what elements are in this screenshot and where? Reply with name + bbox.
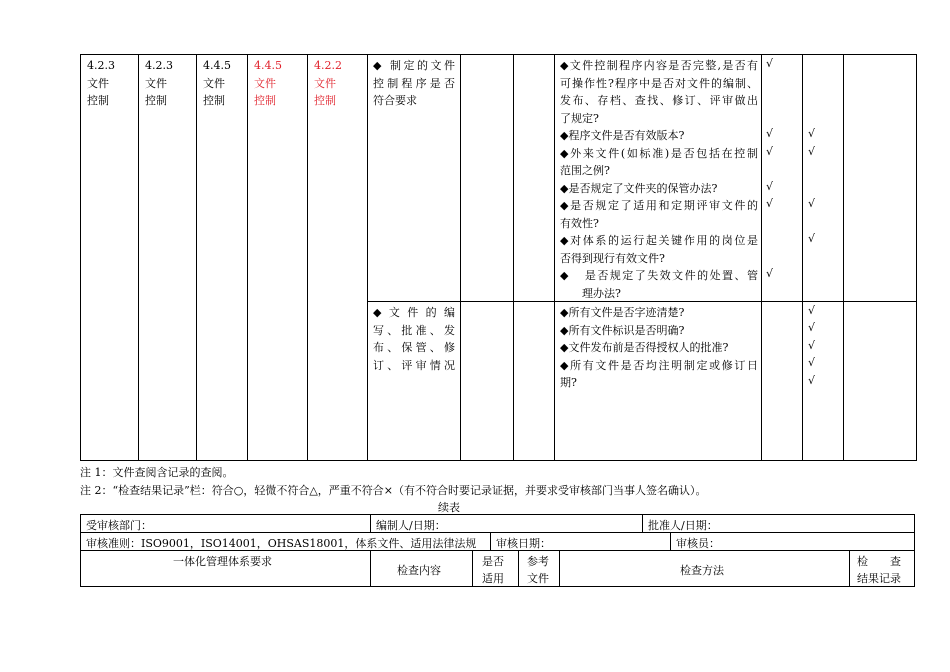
check-mark: √ (808, 127, 816, 140)
clause-name-line: 控制 (254, 94, 276, 107)
auditor-label: 审核员： (676, 537, 720, 550)
clause-iso14001 (145, 57, 195, 110)
audited-department-label: 受审核部门： (86, 519, 152, 532)
check-mark: √ (808, 304, 816, 317)
approver-date-label: 批准人/日期： (648, 519, 718, 532)
method-line: 否得到现行有效文件? (560, 251, 665, 265)
clause-name-line: 文件 (203, 76, 225, 90)
compiler-date-label: 编制人/日期： (376, 519, 446, 532)
clause-red-1 (254, 57, 304, 110)
check-mark: √ (766, 145, 774, 158)
continued-title: 续表 (438, 501, 460, 514)
method-line: ◆所有文件标识是否明确? (560, 323, 685, 337)
clause-name-line: 控制 (203, 94, 225, 107)
method-line: 发布、存档、查找、修订、评审做出 (560, 94, 758, 107)
method-line: 了规定? (560, 111, 599, 125)
audit-criteria-label: 审核准则：ISO9001，ISO14001，OHSAS18001，体系文件、适用法律法规 (86, 537, 477, 550)
clause-number: 4.4.5 (254, 59, 282, 72)
col-header-content: 检查内容 (397, 564, 441, 577)
col-header-result: 结果记录 (857, 572, 901, 585)
method-line: 可操作性?程序中是否对文件的编制、 (560, 76, 758, 90)
method-line: 有效性? (560, 216, 599, 230)
method-line: ◆程序文件是否有效版本? (560, 129, 685, 142)
check-mark: √ (808, 321, 816, 334)
clause-name-line: 控制 (145, 94, 167, 107)
check-method-1 (560, 57, 758, 302)
clause-name-line: 控制 (314, 94, 336, 107)
clause-ohsas18001 (203, 57, 253, 110)
content-line: 写、批准、发 (373, 323, 455, 337)
clause-name-line: 文件 (145, 76, 167, 90)
method-line: ◆ 是否规定了失效文件的处置、管 (560, 269, 758, 282)
check-content-2 (373, 304, 455, 374)
col-header-requirements: 一体化管理体系要求 (173, 555, 272, 568)
check-mark: √ (766, 267, 774, 280)
check-mark: √ (808, 197, 816, 210)
check-method-2 (560, 304, 758, 392)
method-line: 范围之例? (560, 164, 610, 177)
method-line: 理办法? (582, 286, 621, 300)
audit-date-label: 审核日期： (496, 537, 551, 550)
clause-red-2 (314, 57, 364, 110)
clause-number: 4.2.3 (145, 59, 173, 72)
check-mark: √ (766, 197, 774, 210)
method-line: ◆所有文件是否均注明制定或修订日 (560, 358, 758, 372)
method-line: ◆是否规定了适用和定期评审文件的 (560, 199, 758, 212)
clause-name-line: 文件 (87, 76, 109, 90)
clause-name-line: 文件 (314, 76, 336, 90)
method-line: 期? (560, 376, 577, 389)
check-mark: √ (808, 339, 816, 352)
clause-name-line: 控制 (87, 94, 109, 107)
content-line: 布、保管、修 (373, 341, 455, 354)
content-line: ◆ 文 件 的 编 (373, 306, 455, 319)
method-line: ◆所有文件是否字迹清楚? (560, 306, 685, 319)
check-mark: √ (808, 374, 816, 387)
method-line: ◆文件控制程序内容是否完整,是否有 (560, 59, 758, 72)
content-line: 控制程序是否 (373, 76, 455, 90)
col-header-reference: 参考 (527, 555, 549, 568)
col-header-result: 检 查 (857, 555, 901, 568)
check-mark: √ (808, 356, 816, 369)
clause-name-line: 文件 (254, 76, 276, 90)
clause-number: 4.2.2 (314, 59, 342, 72)
col-header-applicable: 是否 (482, 555, 504, 568)
content-line: 符合要求 (373, 94, 417, 107)
col-header-method: 检查方法 (680, 564, 724, 577)
content-line: ◆ 制定的文件 (373, 59, 455, 72)
method-line: ◆文件发布前是否得授权人的批准? (560, 341, 729, 354)
check-mark: √ (808, 232, 816, 245)
method-line: ◆是否规定了文件夹的保管办法? (560, 181, 718, 195)
check-content-1 (373, 57, 455, 110)
method-line: ◆外来文件(如标准)是否包括在控制 (560, 146, 758, 160)
clause-iso9001 (87, 57, 137, 110)
method-line: ◆对体系的运行起关键作用的岗位是 (560, 234, 758, 247)
col-header-reference: 文件 (527, 572, 549, 585)
col-header-applicable: 适用 (482, 572, 504, 585)
check-mark: √ (766, 180, 774, 193)
content-line: 订、评审情况 (373, 358, 455, 372)
check-mark: √ (808, 145, 816, 158)
clause-number: 4.2.3 (87, 59, 115, 72)
footnote-2: 注 2：“检查结果记录”栏：符合○，轻微不符合△，严重不符合×（有不符合时要记录证据，并要求受审核部门当事人签名确认）。 (80, 484, 707, 497)
clause-number: 4.4.5 (203, 59, 231, 72)
check-mark: √ (766, 57, 774, 70)
check-mark: √ (766, 127, 774, 140)
footnote-1: 注 1：文件查阅含记录的查阅。 (80, 466, 234, 479)
